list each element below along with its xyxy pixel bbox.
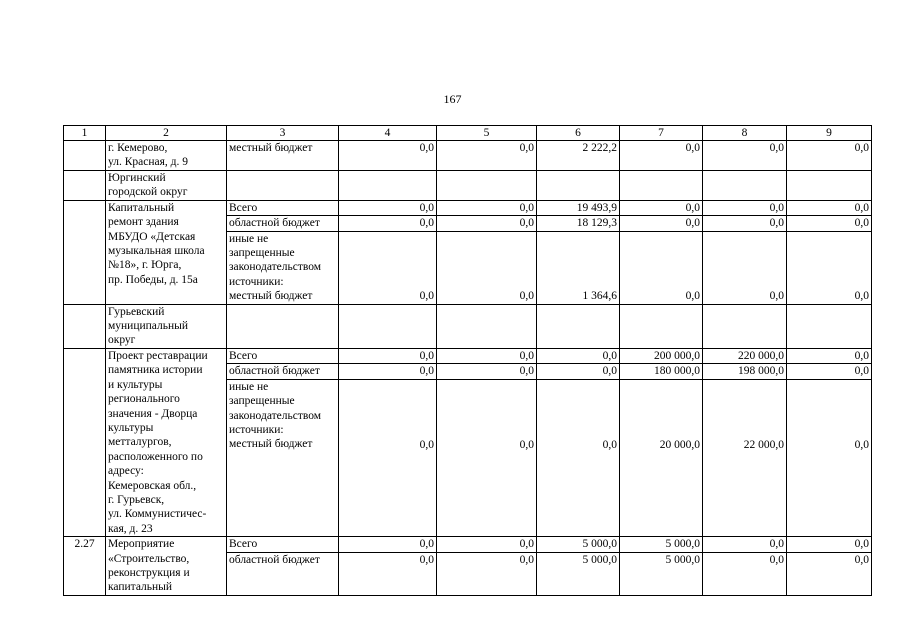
header-cell: 2 <box>106 126 227 141</box>
object-name: г. Кемерово, ул. Красная, д. 9 <box>106 141 227 171</box>
funding-source: областной бюджет <box>227 216 339 231</box>
funding-source: Всего <box>227 200 339 215</box>
funding-source: областной бюджет <box>227 364 339 379</box>
value-cell: 5 000,0 <box>537 537 620 553</box>
row-number <box>64 348 106 536</box>
funding-source: Всего <box>227 348 339 363</box>
table-row <box>64 304 872 348</box>
header-cell: 1 <box>64 126 106 141</box>
value-cell: 5 000,0 <box>620 537 703 553</box>
header-cell: 3 <box>227 126 339 141</box>
header-cell: 5 <box>437 126 537 141</box>
object-name: Капитальный ремонт здания МБУДО «Детская музыкальная школа №18», г. Юрга, пр. Победы, д. 15а <box>106 200 227 304</box>
value-cell: 0,0 <box>437 200 537 215</box>
value-cell: 1 364,6 <box>537 231 620 304</box>
value-cell: 0,0 <box>437 552 537 595</box>
district-name: Гурьевский муниципальный округ <box>106 304 227 348</box>
value-cell: 0,0 <box>437 364 537 379</box>
value-cell: 0,0 <box>620 231 703 304</box>
value-cell: 0,0 <box>537 379 620 536</box>
value-cell: 0,0 <box>339 379 437 536</box>
funding-source: местный бюджет <box>227 141 339 171</box>
value-cell: 0,0 <box>339 216 437 231</box>
value-cell: 0,0 <box>339 200 437 215</box>
value-cell: 0,0 <box>620 141 703 171</box>
value-cell: 0,0 <box>620 216 703 231</box>
object-name: Мероприятие «Строительство, реконструкция и капитальный <box>106 537 227 596</box>
value-cell: 0,0 <box>437 348 537 363</box>
value-cell: 0,0 <box>787 364 872 379</box>
district-name: Юргинский городской округ <box>106 170 227 200</box>
value-cell: 0,0 <box>339 537 437 553</box>
page-number: 167 <box>443 92 462 106</box>
value-cell: 0,0 <box>703 537 787 553</box>
value-cell: 0,0 <box>787 379 872 536</box>
value-cell: 0,0 <box>787 537 872 553</box>
funding-source: иные не запрещенные законодательством источники: местный бюджет <box>227 379 339 536</box>
value-cell: 0,0 <box>339 141 437 171</box>
table-row <box>64 537 872 553</box>
funding-source: Всего <box>227 537 339 553</box>
object-name: Проект реставрации памятника истории и культуры регионального значения - Дворца культуры метталургов, расположенного по адресу: Кемеровская обл., г. Гурьевск, ул. Коммунистичес- кая, д. 23 <box>106 348 227 536</box>
value-cell: 2 222,2 <box>537 141 620 171</box>
header-cell: 6 <box>537 126 620 141</box>
value-cell: 0,0 <box>787 200 872 215</box>
value-cell: 0,0 <box>437 141 537 171</box>
value-cell: 0,0 <box>703 216 787 231</box>
value-cell: 0,0 <box>339 231 437 304</box>
value-cell: 0,0 <box>620 200 703 215</box>
value-cell: 0,0 <box>703 141 787 171</box>
value-cell: 180 000,0 <box>620 364 703 379</box>
value-cell: 5 000,0 <box>620 552 703 595</box>
table-row <box>64 141 872 171</box>
budget-table <box>63 125 872 596</box>
value-cell: 20 000,0 <box>620 379 703 536</box>
value-cell: 0,0 <box>537 348 620 363</box>
value-cell: 0,0 <box>787 231 872 304</box>
value-cell: 0,0 <box>339 348 437 363</box>
value-cell: 198 000,0 <box>703 364 787 379</box>
funding-source: иные не запрещенные законодательством источники: местный бюджет <box>227 231 339 304</box>
table-row <box>64 348 872 363</box>
value-cell: 0,0 <box>703 231 787 304</box>
header-cell: 7 <box>620 126 703 141</box>
header-row <box>64 126 872 141</box>
table-row <box>64 170 872 200</box>
value-cell: 22 000,0 <box>703 379 787 536</box>
header-cell: 9 <box>787 126 872 141</box>
value-cell: 0,0 <box>787 216 872 231</box>
value-cell: 5 000,0 <box>537 552 620 595</box>
value-cell: 0,0 <box>787 141 872 171</box>
row-number <box>64 141 106 171</box>
row-number <box>64 170 106 200</box>
header-cell: 4 <box>339 126 437 141</box>
value-cell: 18 129,3 <box>537 216 620 231</box>
value-cell: 220 000,0 <box>703 348 787 363</box>
value-cell: 0,0 <box>537 364 620 379</box>
value-cell: 0,0 <box>437 379 537 536</box>
header-cell: 8 <box>703 126 787 141</box>
value-cell: 0,0 <box>437 216 537 231</box>
value-cell: 0,0 <box>437 537 537 553</box>
funding-source: областной бюджет <box>227 552 339 595</box>
value-cell: 0,0 <box>787 348 872 363</box>
table-row <box>64 200 872 215</box>
value-cell: 200 000,0 <box>620 348 703 363</box>
row-number <box>64 200 106 304</box>
value-cell: 0,0 <box>703 200 787 215</box>
value-cell: 0,0 <box>787 552 872 595</box>
value-cell: 19 493,9 <box>537 200 620 215</box>
value-cell: 0,0 <box>437 231 537 304</box>
value-cell: 0,0 <box>339 552 437 595</box>
row-number <box>64 304 106 348</box>
row-number: 2.27 <box>64 537 106 596</box>
value-cell: 0,0 <box>703 552 787 595</box>
value-cell: 0,0 <box>339 364 437 379</box>
